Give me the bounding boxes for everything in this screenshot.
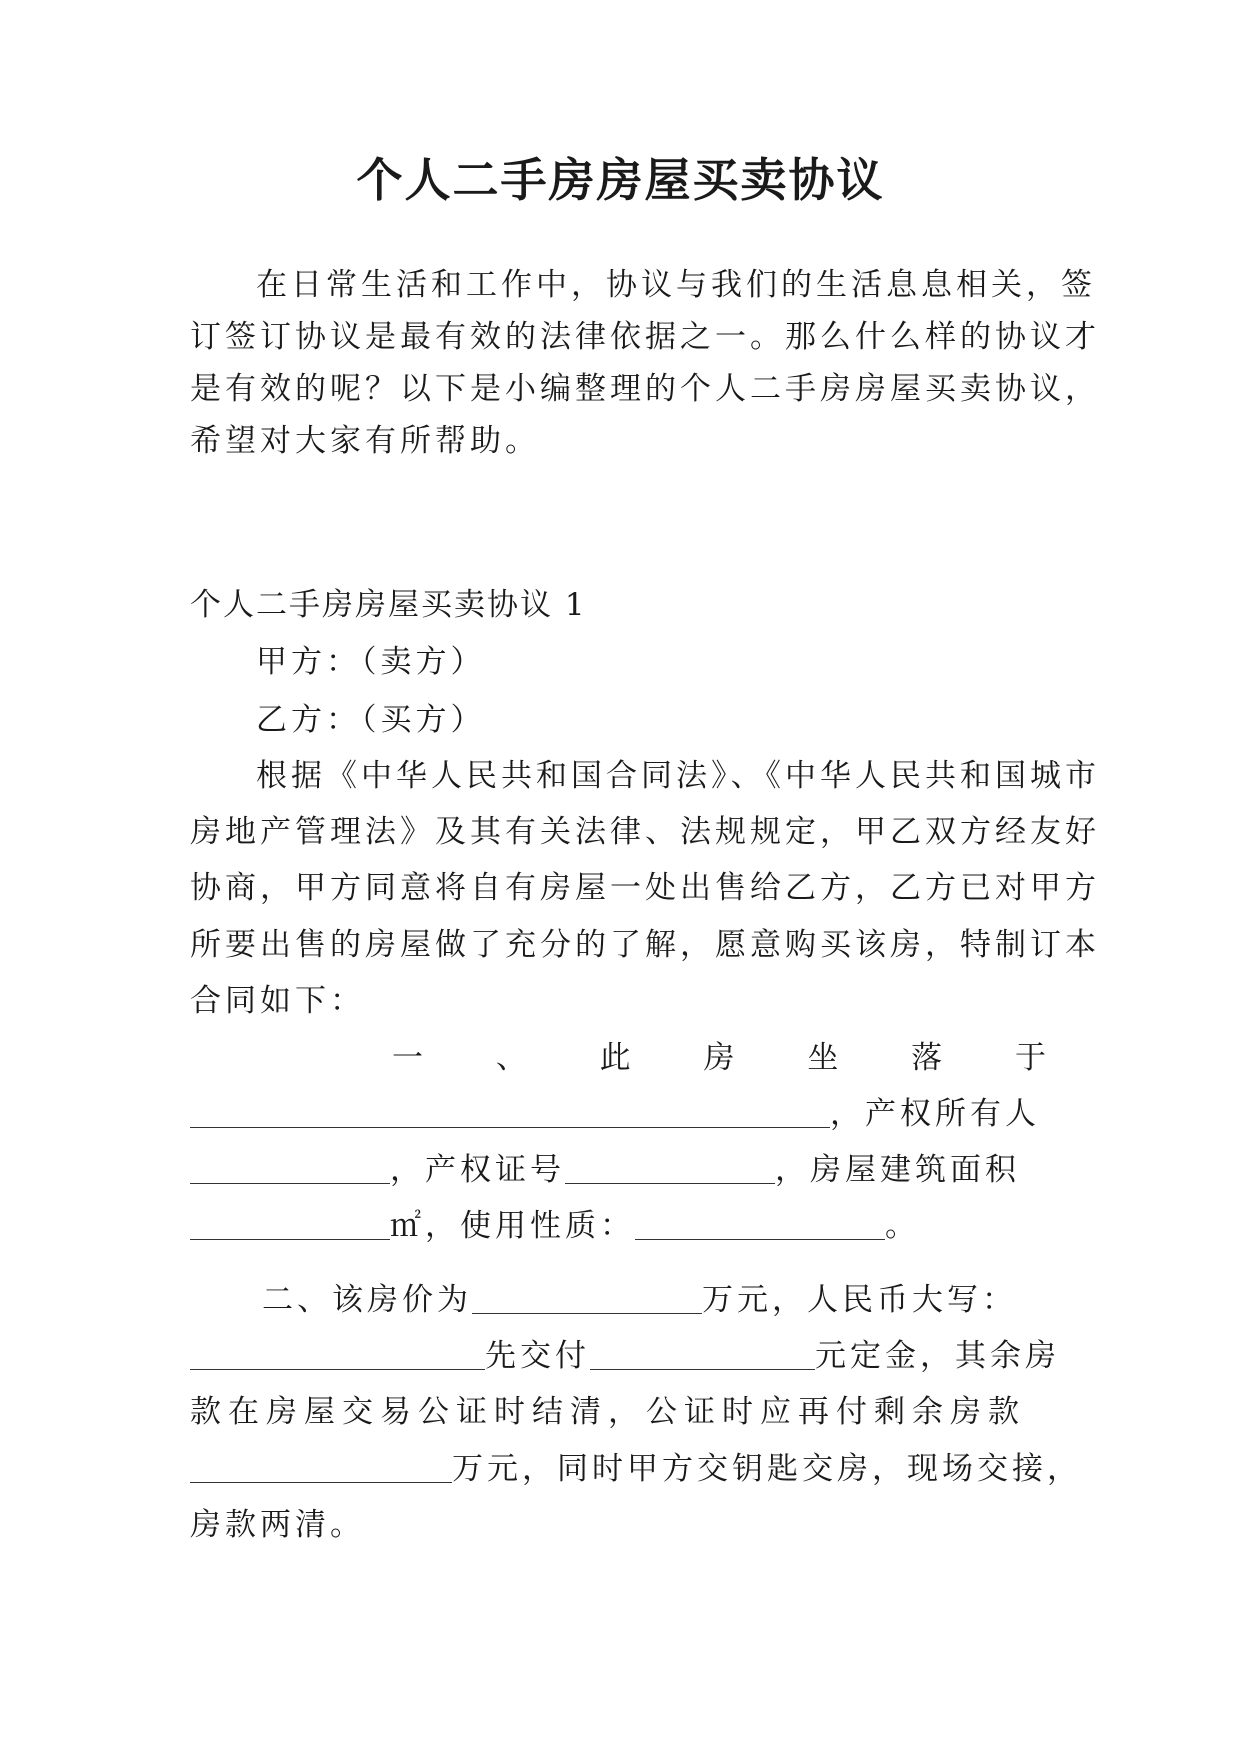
cert-blank: [565, 1153, 775, 1184]
clause2-line-5: 房款两清。: [190, 1507, 365, 1543]
clause1-char: 坐: [807, 1040, 843, 1076]
balance-unit: 万元，同时甲方交钥匙交房，现场交接，: [452, 1451, 1082, 1487]
deposit-blank: [590, 1339, 815, 1370]
usage-label: ㎡，使用性质：: [390, 1208, 635, 1244]
intro-line-2: 订签订协议是最有效的法律依据之一。那么什么样的协议才: [190, 319, 1100, 355]
clause2-line-1: [262, 1280, 1050, 1320]
clause1-char: 此: [599, 1040, 635, 1076]
clause1-char: 落: [911, 1040, 947, 1076]
balance-blank: [190, 1452, 452, 1483]
usage-blank: [635, 1209, 885, 1240]
location-blank: [190, 1097, 830, 1128]
clause1-line-4: [190, 1206, 1050, 1246]
owner-label: ，产权所有人: [830, 1096, 1040, 1132]
intro-line-1: 在日常生活和工作中，协议与我们的生活息息相关，签: [256, 267, 1096, 303]
owner-blank: [190, 1153, 390, 1184]
deposit-unit: 元定金，其余房: [815, 1338, 1060, 1374]
intro-line-3: 是有效的呢？以下是小编整理的个人二手房房屋买卖协议，: [190, 371, 1100, 407]
preamble-line-1: 根据《中华人民共和国合同法》、《中华人民共和国城市: [256, 758, 1100, 794]
clause1-char: 一: [392, 1040, 427, 1076]
preamble-line-4: 所要出售的房屋做了充分的了解，愿意购买该房，特制订本: [190, 927, 1100, 963]
area-label: ，房屋建筑面积: [775, 1152, 1020, 1188]
intro-line-4: 希望对大家有所帮助。: [190, 423, 540, 459]
preamble-line-5: 合同如下：: [190, 983, 365, 1019]
clause1-line-3: [190, 1150, 1050, 1190]
clause2-line-3: 款在房屋交易公证时结清，公证时应再付剩余房款: [190, 1394, 1026, 1430]
clause1-end: 。: [885, 1208, 920, 1244]
price-unit: 万元，人民币大写：: [702, 1282, 1017, 1318]
amount-words-blank: [190, 1339, 485, 1370]
cert-label: ，产权证号: [390, 1152, 565, 1188]
clause1-char: 房: [703, 1040, 739, 1076]
party-b: 乙方：（买方）: [256, 702, 486, 738]
clause1-line-2: [190, 1094, 1050, 1134]
clause2-line-4: [190, 1449, 1082, 1489]
document-title: 个人二手房房屋买卖协议: [356, 153, 885, 207]
price-label: 二、该房价为: [262, 1282, 472, 1318]
section-heading: 个人二手房房屋买卖协议 1: [190, 587, 587, 623]
preamble-line-3: 协商，甲方同意将自有房屋一处出售给乙方，乙方已对甲方: [190, 870, 1100, 906]
clause1-heading: [392, 1038, 1050, 1078]
clause1-char: 于: [1014, 1040, 1050, 1076]
deposit-label: 先交付: [485, 1338, 590, 1374]
clause2-line-2: [190, 1336, 1060, 1376]
preamble-line-2: 房地产管理法》及其有关法律、法规规定，甲乙双方经友好: [190, 814, 1100, 850]
party-a: 甲方：（卖方）: [256, 644, 486, 680]
area-blank: [190, 1209, 390, 1240]
price-blank: [472, 1283, 702, 1314]
clause1-char: 、: [495, 1040, 531, 1076]
